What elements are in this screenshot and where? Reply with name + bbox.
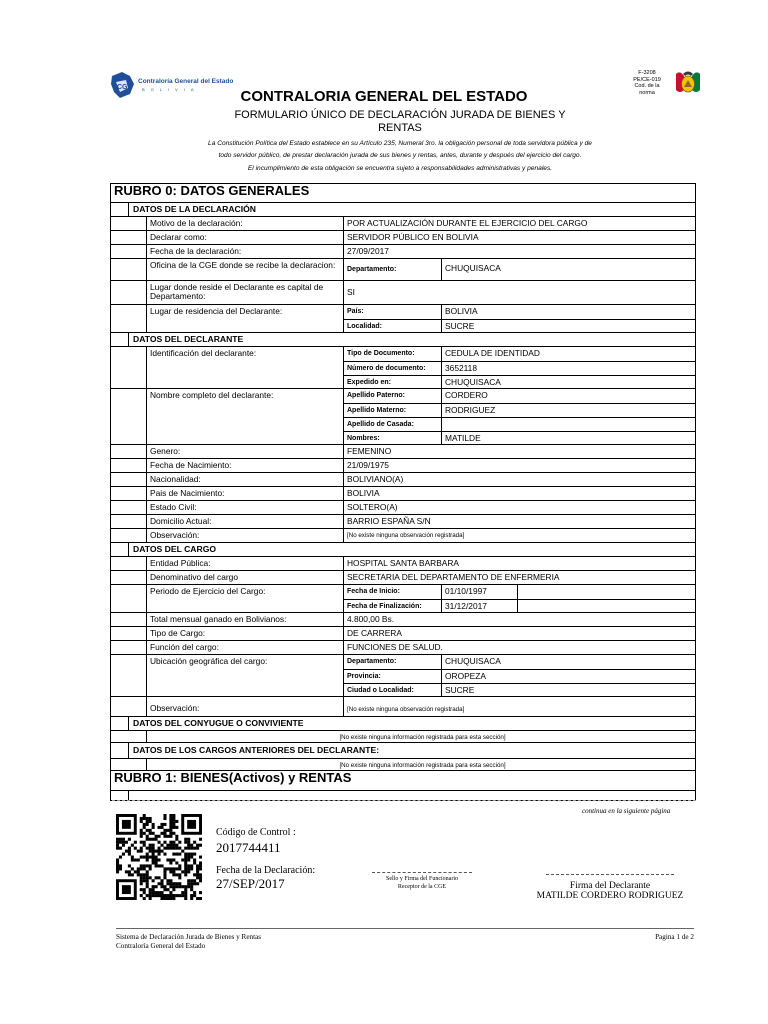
row-value: CHUQUISACA (441, 375, 695, 388)
row-value: RODRIGUEZ (441, 403, 695, 417)
continues-note: continua en la siguiente página (582, 807, 671, 815)
row-value: BOLIVIA (441, 305, 695, 319)
row-key: Apellido de Casada: (343, 417, 441, 431)
row-key: Expedido en: (343, 375, 441, 388)
empty-section-note: [No existe ninguna información registrada para esta sección] (146, 731, 695, 742)
table-row (111, 556, 695, 570)
table-row (111, 486, 695, 500)
row-value: 4.800,00 Bs. (343, 613, 695, 626)
table-row (111, 500, 695, 514)
row-key: Fecha de Inicio: (343, 585, 441, 599)
row-value: 01/10/1997 (441, 585, 517, 599)
empty-cell (517, 599, 695, 612)
section-title: DATOS DE LA DECLARACIÓN (128, 203, 695, 216)
table-row (111, 640, 695, 654)
rubro-1-title: RUBRO 1: BIENES(Activos) y RENTAS (114, 771, 352, 785)
section-heading-cargos-anteriores (111, 742, 695, 758)
empty-cell (517, 585, 695, 599)
row-key: Número de documento: (343, 361, 441, 375)
row-label: Fecha de la declaración: (146, 245, 343, 258)
row-label: Motivo de la declaración: (146, 217, 343, 230)
form-code-line: norma (639, 89, 655, 96)
declaration-form-table (110, 183, 696, 801)
row-key: Departamento: (343, 655, 441, 669)
footer-system-name: Sistema de Declaración Jurada de Bienes y Rentas (116, 933, 262, 941)
row-label: Observación: (146, 529, 343, 542)
row-label: Nacionalidad: (146, 473, 343, 486)
control-code-value: 2017744411 (216, 840, 281, 855)
table-row (111, 258, 695, 280)
declaration-date-value: 27/SEP/2017 (216, 876, 285, 891)
section-title: DATOS DEL CARGO (128, 543, 695, 556)
table-row (111, 612, 695, 626)
row-value: 3652118 (441, 361, 695, 375)
row-label: Identificación del declarante: (146, 347, 343, 388)
qr-code-icon (116, 814, 202, 900)
row-key: Fecha de Finalización: (343, 599, 441, 612)
row-label: Fecha de Nacimiento: (146, 459, 343, 472)
row-value: BOLIVIANO(A) (343, 473, 695, 486)
table-row (111, 458, 695, 472)
table-row (111, 444, 695, 458)
table-row (111, 584, 695, 612)
table-row (111, 216, 695, 230)
section-title: DATOS DEL CONYUGUE O CONVIVIENTE (128, 717, 695, 730)
rubro-0-heading (111, 184, 695, 202)
table-row (111, 528, 695, 542)
row-key: Localidad: (343, 319, 441, 332)
logo-text: Contraloría General del Estado (138, 78, 234, 85)
table-row (111, 696, 695, 716)
row-key: Ciudad o Localidad: (343, 683, 441, 696)
row-value: SERVIDOR PÚBLICO EN BOLIVIA (343, 231, 695, 244)
cge-receiver-signature (372, 872, 472, 891)
logo-subtext: BOLIVIA (142, 87, 200, 92)
row-key: País: (343, 305, 441, 319)
row-key: Apellido Materno: (343, 403, 441, 417)
row-value: SI (343, 281, 695, 304)
legal-line: La Constitución Política del Estado establece en su Artículo 235, Numeral 3ro. la obligación personal de toda servidora pública y de (208, 140, 592, 147)
row-value: MATILDE (441, 431, 695, 444)
row-value: FUNCIONES DE SALUD. (343, 641, 695, 654)
section-heading-conyugue (111, 716, 695, 730)
row-value: POR ACTUALIZACIÓN DURANTE EL EJERCICIO DEL CARGO (343, 217, 695, 230)
table-row (111, 730, 695, 742)
svg-text:CGE: CGE (117, 84, 133, 91)
form-code-line: PE/CE-019 (633, 76, 661, 83)
declarant-signature-label: Firma del Declarante (569, 881, 651, 891)
row-value: CORDERO (441, 389, 695, 403)
page-number: Pagina 1 de 2 (655, 933, 694, 941)
section-heading-declarante (111, 332, 695, 346)
row-value: CEDULA DE IDENTIDAD (441, 347, 695, 361)
form-code-line: Cod. de la (634, 83, 660, 90)
table-row (111, 244, 695, 258)
row-value: [No existe ninguna observación registrada] (343, 529, 695, 542)
row-label: Entidad Pública: (146, 557, 343, 570)
row-value: SUCRE (441, 319, 695, 332)
signature-caption: Receptor de la CGE (397, 884, 447, 890)
rubro-1-heading (111, 770, 695, 790)
row-key: Tipo de Documento: (343, 347, 441, 361)
form-code-line: F-3208 (638, 70, 656, 76)
row-key: Apellido Paterno: (343, 389, 441, 403)
row-value (441, 417, 695, 431)
row-label: Observación: (146, 697, 343, 716)
row-key: Nombres: (343, 431, 441, 444)
row-value: 31/12/2017 (441, 599, 517, 612)
section-heading-cargo (111, 542, 695, 556)
row-label: Genero: (146, 445, 343, 458)
rubro-0-title: RUBRO 0: DATOS GENERALES (114, 184, 310, 198)
row-key: Provincia: (343, 669, 441, 683)
table-row (111, 570, 695, 584)
row-value: DE CARRERA (343, 627, 695, 640)
row-value: CHUQUISACA (441, 259, 695, 280)
row-label: Pais de Nacimiento: (146, 487, 343, 500)
row-value: 27/09/2017 (343, 245, 695, 258)
footer-divider (116, 928, 694, 929)
table-row (111, 304, 695, 332)
footer-left (116, 933, 261, 950)
legal-line: todo servidor público, de prestar declaración jurada de sus bienes y rentas, antes, durante y después del ejercicio del cargo. (218, 152, 582, 160)
table-row (111, 654, 695, 696)
row-label: Declarar como: (146, 231, 343, 244)
row-label: Estado Civil: (146, 501, 343, 514)
table-row (111, 388, 695, 444)
row-value: 21/09/1975 (343, 459, 695, 472)
row-value: FEMENINO (343, 445, 695, 458)
row-label: Función del cargo: (146, 641, 343, 654)
row-value: CHUQUISACA (441, 655, 695, 669)
section-title: DATOS DEL DECLARANTE (128, 333, 695, 346)
row-label: Oficina de la CGE donde se recibe la declaracion: (146, 259, 343, 280)
row-label: Periodo de Ejercicio del Cargo: (146, 585, 343, 612)
row-value: SECRETARIA DEL DEPARTAMENTO DE ENFERMERIA (343, 571, 695, 584)
control-code-label: Código de Control : (216, 827, 296, 838)
table-row (111, 472, 695, 486)
table-row (111, 346, 695, 388)
declarant-name: MATILDE CORDERO RODRIGUEZ (536, 891, 684, 901)
table-row (111, 626, 695, 640)
row-value: BOLIVIA (343, 487, 695, 500)
page-title: CONTRALORIA GENERAL DEL ESTADO (240, 88, 528, 105)
empty-section-note: [No existe ninguna información registrada para esta sección] (146, 759, 695, 770)
form-subtitle: FORMULARIO ÚNICO DE DECLARACIÓN JURADA DE BIENES Y RENTAS (234, 109, 566, 134)
declaration-date-label: Fecha de la Declaración: (216, 865, 316, 876)
row-label: Tipo de Cargo: (146, 627, 343, 640)
declarant-signature-line (546, 874, 674, 875)
table-row (111, 280, 695, 304)
row-value: BARRIO ESPAÑA S/N (343, 515, 695, 528)
row-label: Ubicación geográfica del cargo: (146, 655, 343, 696)
row-value: OROPEZA (441, 669, 695, 683)
row-value: [No existe ninguna observación registrada] (343, 697, 695, 716)
legal-line: El incumplimiento de esta obligación se encuentra sujeto a responsabilidades administrativas y penales. (247, 164, 553, 172)
row-key: Departamento: (343, 259, 441, 280)
section-title: DATOS DE LOS CARGOS ANTERIORES DEL DECLARANTE: (128, 743, 695, 758)
table-row (111, 514, 695, 528)
row-value: HOSPITAL SANTA BARBARA (343, 557, 695, 570)
signature-caption: Sello y Firma del Funcionario (386, 876, 458, 882)
row-value: SUCRE (441, 683, 695, 696)
page-break-divider (112, 800, 696, 801)
row-label: Domicilio Actual: (146, 515, 343, 528)
row-label: Lugar de residencia del Declarante: (146, 305, 343, 332)
row-label: Nombre completo del declarante: (146, 389, 343, 444)
table-row (111, 230, 695, 244)
table-row (111, 790, 695, 800)
section-heading-declaracion (111, 202, 695, 216)
legal-notice (150, 138, 650, 175)
row-label: Denominativo del cargo (146, 571, 343, 584)
footer-org-name: Contraloría General del Estado (116, 941, 206, 950)
row-label: Lugar donde reside el Declarante es capital de Departamento: (146, 281, 343, 304)
table-row (111, 758, 695, 770)
row-value: SOLTERO(A) (343, 501, 695, 514)
row-label: Total mensual ganado en Bolivianos: (146, 613, 343, 626)
